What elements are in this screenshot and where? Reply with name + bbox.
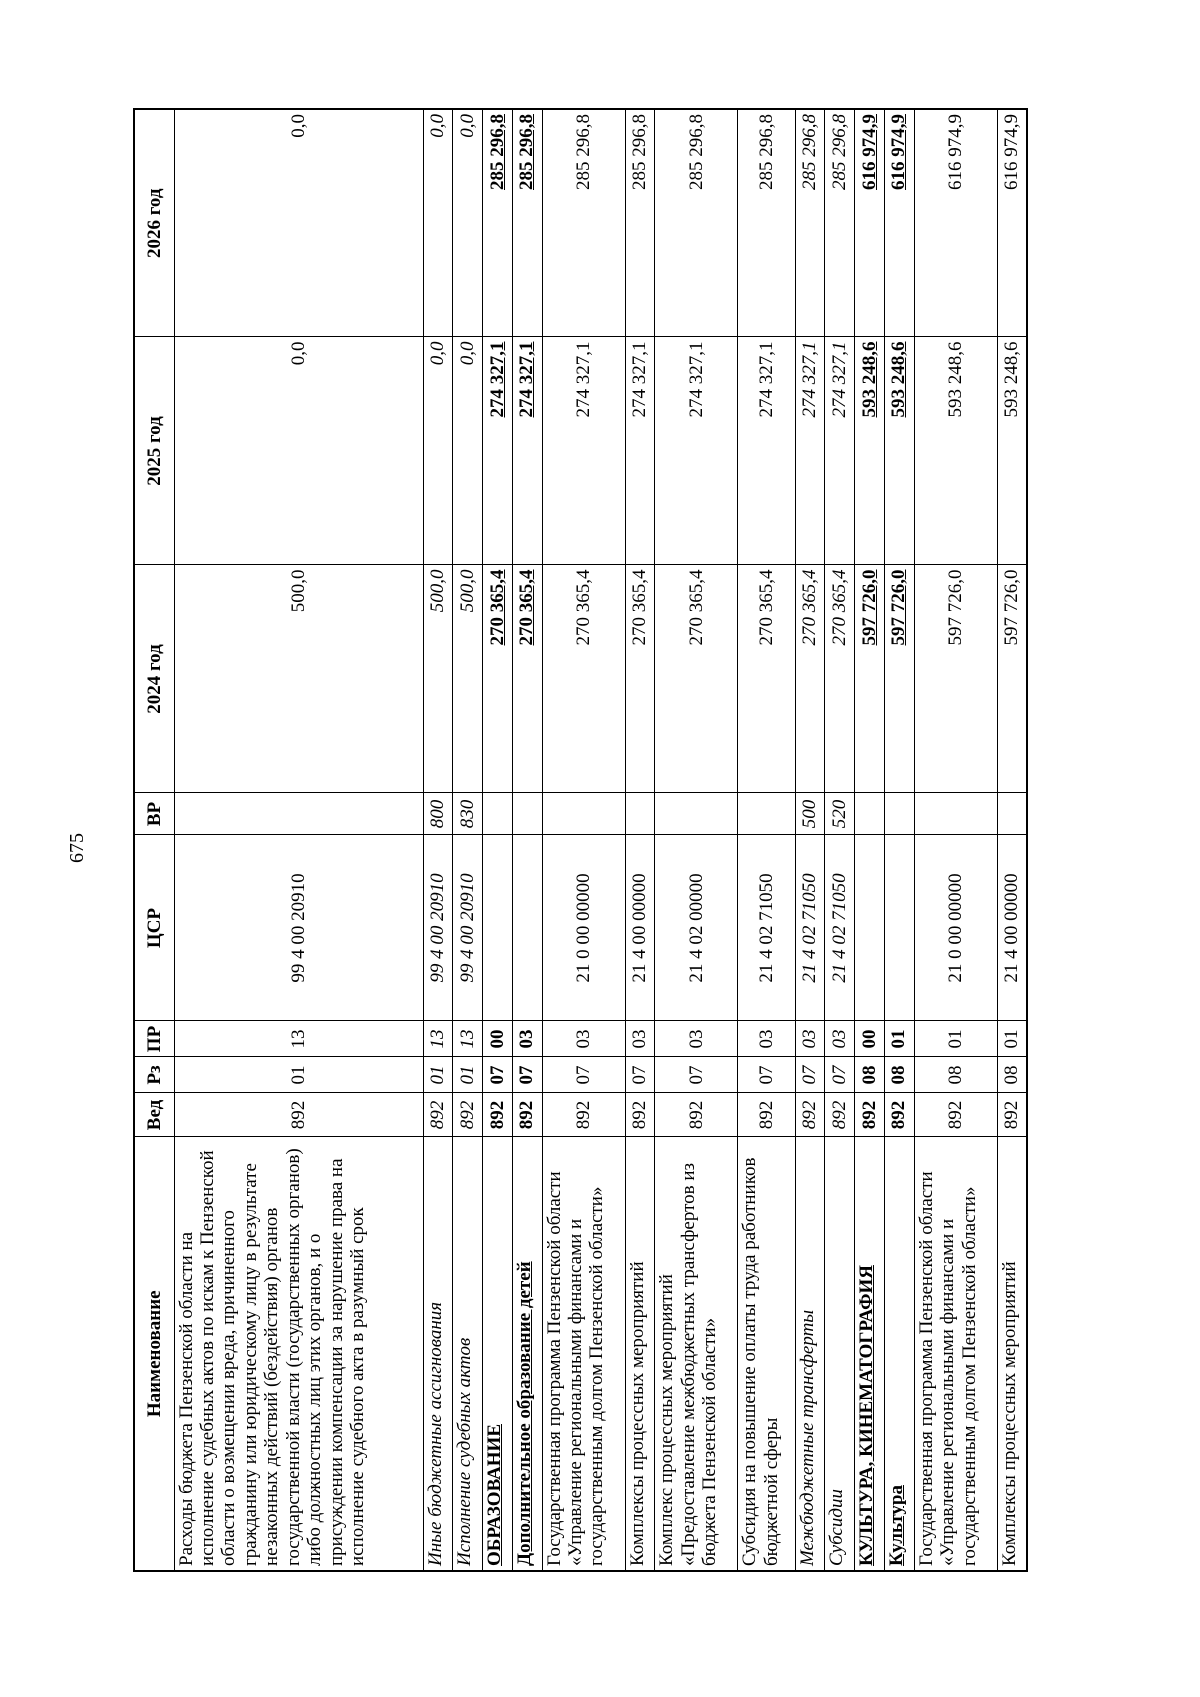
row-ved: 892 — [795, 1093, 825, 1137]
row-vr — [997, 793, 1027, 835]
row-pr: 03 — [738, 1021, 795, 1057]
row-csr: 21 4 02 71050 — [795, 835, 825, 1021]
row-name: Комплексы процессных мероприятий — [625, 1137, 655, 1571]
row-vr: 500 — [795, 793, 825, 835]
row-vr — [512, 793, 542, 835]
row-2024: 270 365,4 — [825, 565, 855, 793]
header-csr: ЦСР — [134, 835, 174, 1021]
row-2025: 593 248,6 — [884, 337, 914, 565]
row-rz: 08 — [914, 1057, 997, 1093]
row-2025: 274 327,1 — [625, 337, 655, 565]
table-row — [884, 109, 914, 1571]
row-2025: 274 327,1 — [655, 337, 738, 565]
row-ved: 892 — [825, 1093, 855, 1137]
row-ved: 892 — [997, 1093, 1027, 1137]
row-pr: 03 — [655, 1021, 738, 1057]
header-2024: 2024 год — [134, 565, 174, 793]
row-csr — [483, 835, 513, 1021]
header-pr: ПР — [134, 1021, 174, 1057]
row-2026: 285 296,8 — [542, 109, 625, 337]
table-row — [453, 109, 483, 1571]
row-name: КУЛЬТУРА, КИНЕМАТОГРАФИЯ — [855, 1137, 885, 1571]
row-ved: 892 — [542, 1093, 625, 1137]
row-2026: 285 296,8 — [825, 109, 855, 337]
row-pr: 13 — [423, 1021, 453, 1057]
row-vr — [855, 793, 885, 835]
table-row — [174, 109, 423, 1571]
row-2024: 597 726,0 — [884, 565, 914, 793]
row-vr — [884, 793, 914, 835]
row-csr: 99 4 00 20910 — [423, 835, 453, 1021]
row-2026: 285 296,8 — [655, 109, 738, 337]
row-ved: 892 — [884, 1093, 914, 1137]
row-ved: 892 — [655, 1093, 738, 1137]
row-name: Расходы бюджета Пензенской области на исполнение судебных актов по искам к Пензенской области о возмещении вреда, причиненного гражданину или юридическому лицу в результате незаконных действий (бездействия) органов государственной власти (государственных органов) либо должностных лиц этих органов, и о присуждении компенсации за нарушение права на исполнение судебного акта в разумный срок — [174, 1137, 423, 1571]
table-row — [855, 109, 885, 1571]
row-ved: 892 — [738, 1093, 795, 1137]
row-ved: 892 — [855, 1093, 885, 1137]
row-2024: 270 365,4 — [795, 565, 825, 793]
row-2024: 500,0 — [174, 565, 423, 793]
row-2024: 597 726,0 — [914, 565, 997, 793]
row-csr: 21 4 00 00000 — [997, 835, 1027, 1021]
row-2024: 270 365,4 — [512, 565, 542, 793]
row-pr: 13 — [174, 1021, 423, 1057]
header-rz: Рз — [134, 1057, 174, 1093]
row-2024: 270 365,4 — [738, 565, 795, 793]
row-2025: 593 248,6 — [997, 337, 1027, 565]
header-vr: ВР — [134, 793, 174, 835]
row-2026: 285 296,8 — [483, 109, 513, 337]
rotated-table-container — [133, 110, 1028, 1572]
row-2026: 0,0 — [453, 109, 483, 337]
header-ved: Вед — [134, 1093, 174, 1137]
row-rz: 07 — [483, 1057, 513, 1093]
row-pr: 03 — [512, 1021, 542, 1057]
row-2024: 597 726,0 — [997, 565, 1027, 793]
row-pr: 03 — [795, 1021, 825, 1057]
row-2024: 270 365,4 — [483, 565, 513, 793]
row-csr: 21 4 02 00000 — [655, 835, 738, 1021]
row-ved: 892 — [483, 1093, 513, 1137]
row-vr — [655, 793, 738, 835]
table-row — [738, 109, 795, 1571]
row-name: Государственная программа Пензенской области «Управление региональными финансами и государственным долгом Пензенской области» — [914, 1137, 997, 1571]
row-2026: 285 296,8 — [795, 109, 825, 337]
row-pr: 00 — [855, 1021, 885, 1057]
row-2025: 274 327,1 — [738, 337, 795, 565]
row-rz: 01 — [174, 1057, 423, 1093]
row-2024: 597 726,0 — [855, 565, 885, 793]
row-name: Исполнение судебных актов — [453, 1137, 483, 1571]
row-2026: 616 974,9 — [884, 109, 914, 337]
row-vr — [625, 793, 655, 835]
row-pr: 01 — [884, 1021, 914, 1057]
row-csr: 21 0 00 00000 — [914, 835, 997, 1021]
row-name: Культура — [884, 1137, 914, 1571]
row-2026: 0,0 — [174, 109, 423, 337]
row-2025: 274 327,1 — [795, 337, 825, 565]
row-name: Иные бюджетные ассигнования — [423, 1137, 453, 1571]
row-vr — [174, 793, 423, 835]
row-csr — [884, 835, 914, 1021]
budget-table — [133, 108, 1028, 1572]
row-name: Субсидии — [825, 1137, 855, 1571]
table-row — [914, 109, 997, 1571]
row-name: ОБРАЗОВАНИЕ — [483, 1137, 513, 1571]
row-vr — [483, 793, 513, 835]
row-ved: 892 — [453, 1093, 483, 1137]
table-row — [825, 109, 855, 1571]
header-name: Наименование — [134, 1137, 174, 1571]
row-csr — [512, 835, 542, 1021]
row-rz: 07 — [795, 1057, 825, 1093]
row-2025: 274 327,1 — [483, 337, 513, 565]
row-2026: 616 974,9 — [997, 109, 1027, 337]
table-row — [483, 109, 513, 1571]
row-rz: 07 — [825, 1057, 855, 1093]
row-2026: 616 974,9 — [914, 109, 997, 337]
table-row — [423, 109, 453, 1571]
row-2024: 500,0 — [423, 565, 453, 793]
row-csr: 21 4 00 00000 — [625, 835, 655, 1021]
page-number: 675 — [66, 833, 88, 863]
row-name: Дополнительное образование детей — [512, 1137, 542, 1571]
row-rz: 07 — [738, 1057, 795, 1093]
row-csr — [855, 835, 885, 1021]
row-vr — [914, 793, 997, 835]
row-2025: 274 327,1 — [512, 337, 542, 565]
row-pr: 13 — [453, 1021, 483, 1057]
row-vr — [738, 793, 795, 835]
table-row — [795, 109, 825, 1571]
row-rz: 07 — [542, 1057, 625, 1093]
row-name: Комплекс процессных мероприятий «Предоставление межбюджетных трансфертов из бюджета Пензенской области» — [655, 1137, 738, 1571]
row-csr: 21 4 02 71050 — [738, 835, 795, 1021]
row-csr: 99 4 00 20910 — [453, 835, 483, 1021]
row-vr: 830 — [453, 793, 483, 835]
row-rz: 07 — [512, 1057, 542, 1093]
row-ved: 892 — [625, 1093, 655, 1137]
row-rz: 08 — [997, 1057, 1027, 1093]
row-pr: 01 — [997, 1021, 1027, 1057]
row-name: Государственная программа Пензенской области «Управление региональными финансами и государственным долгом Пензенской области» — [542, 1137, 625, 1571]
row-2025: 593 248,6 — [855, 337, 885, 565]
row-name: Субсидия на повышение оплаты труда работников бюджетной сферы — [738, 1137, 795, 1571]
row-vr — [542, 793, 625, 835]
row-rz: 08 — [855, 1057, 885, 1093]
row-pr: 03 — [542, 1021, 625, 1057]
row-2026: 285 296,8 — [625, 109, 655, 337]
row-2026: 285 296,8 — [512, 109, 542, 337]
header-2026: 2026 год — [134, 109, 174, 337]
row-rz: 08 — [884, 1057, 914, 1093]
header-2025: 2025 год — [134, 337, 174, 565]
row-2025: 593 248,6 — [914, 337, 997, 565]
row-2024: 270 365,4 — [625, 565, 655, 793]
row-2026: 0,0 — [423, 109, 453, 337]
row-2026: 616 974,9 — [855, 109, 885, 337]
table-header-row — [134, 109, 174, 1571]
row-2024: 270 365,4 — [655, 565, 738, 793]
row-csr: 21 4 02 71050 — [825, 835, 855, 1021]
row-ved: 892 — [174, 1093, 423, 1137]
row-name: Межбюджетные трансферты — [795, 1137, 825, 1571]
row-rz: 07 — [655, 1057, 738, 1093]
row-2026: 285 296,8 — [738, 109, 795, 337]
table-row — [625, 109, 655, 1571]
row-ved: 892 — [914, 1093, 997, 1137]
row-2025: 0,0 — [174, 337, 423, 565]
row-pr: 01 — [914, 1021, 997, 1057]
table-row — [997, 109, 1027, 1571]
row-2024: 270 365,4 — [542, 565, 625, 793]
row-rz: 01 — [453, 1057, 483, 1093]
row-vr: 520 — [825, 793, 855, 835]
row-ved: 892 — [423, 1093, 453, 1137]
table-row — [655, 109, 738, 1571]
row-pr: 03 — [625, 1021, 655, 1057]
row-2024: 500,0 — [453, 565, 483, 793]
row-rz: 07 — [625, 1057, 655, 1093]
row-2025: 0,0 — [423, 337, 453, 565]
row-pr: 00 — [483, 1021, 513, 1057]
table-row — [512, 109, 542, 1571]
row-pr: 03 — [825, 1021, 855, 1057]
row-csr: 21 0 00 00000 — [542, 835, 625, 1021]
row-name: Комплексы процессных мероприятий — [997, 1137, 1027, 1571]
row-2025: 274 327,1 — [825, 337, 855, 565]
row-2025: 0,0 — [453, 337, 483, 565]
table-row — [542, 109, 625, 1571]
row-ved: 892 — [512, 1093, 542, 1137]
row-csr: 99 4 00 20910 — [174, 835, 423, 1021]
row-rz: 01 — [423, 1057, 453, 1093]
row-2025: 274 327,1 — [542, 337, 625, 565]
row-vr: 800 — [423, 793, 453, 835]
